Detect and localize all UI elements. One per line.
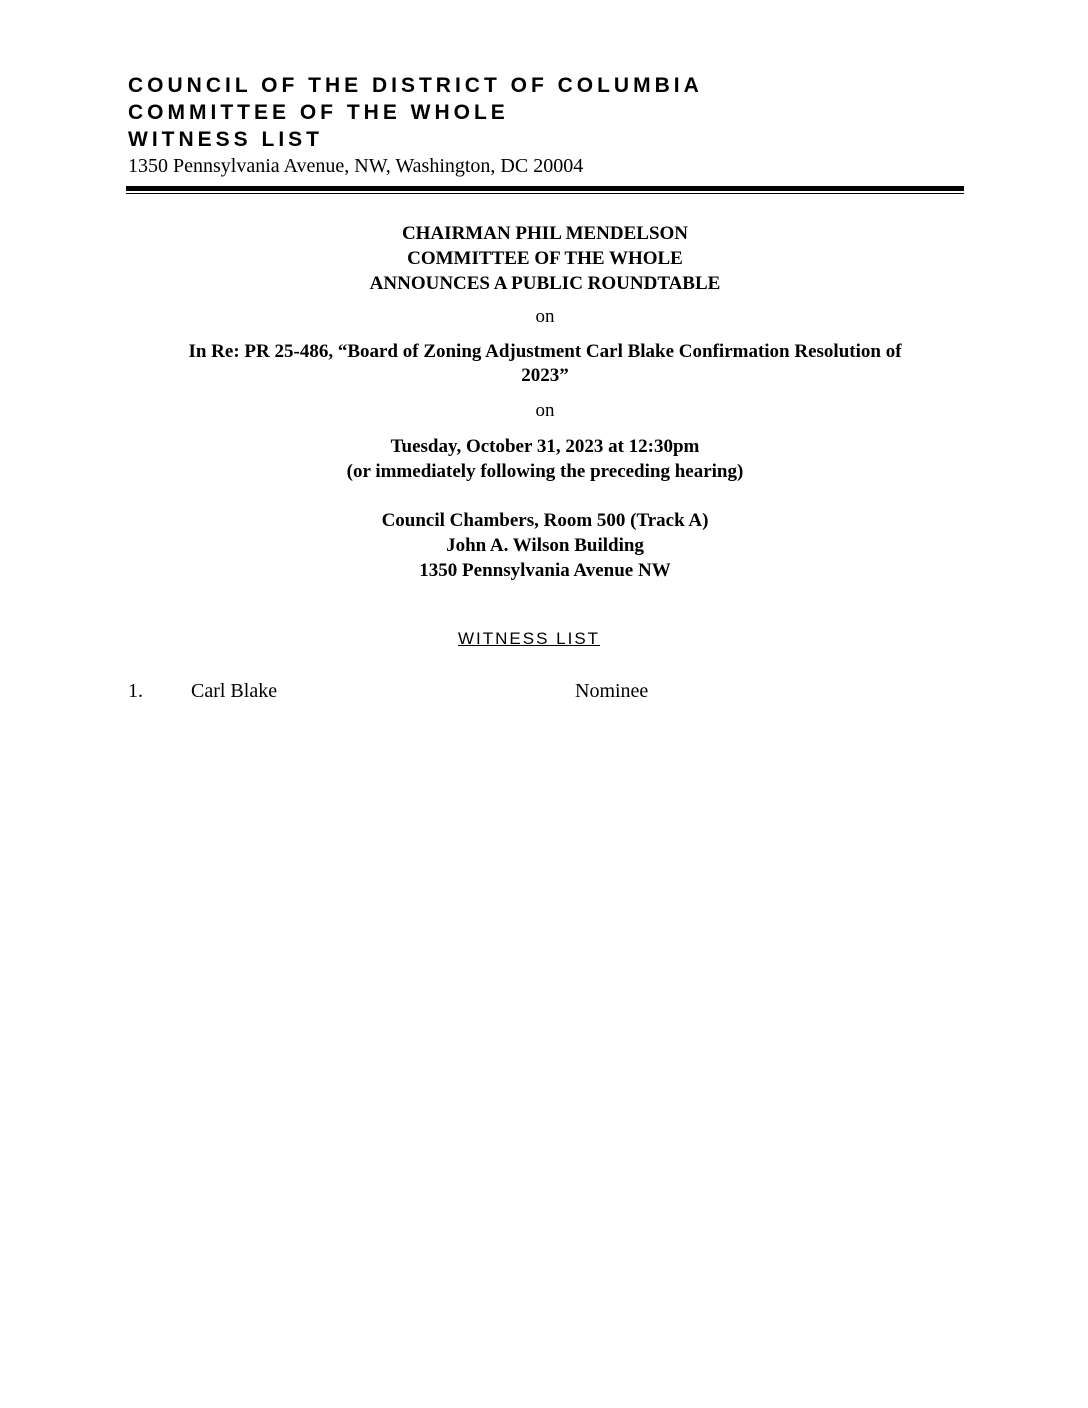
witness-name: Carl Blake xyxy=(191,680,278,702)
letterhead xyxy=(128,72,968,178)
announcement-event: ANNOUNCES A PUBLIC ROUNDTABLE xyxy=(369,273,721,294)
subject xyxy=(136,340,954,388)
letterhead-address: 1350 Pennsylvania Avenue, NW, Washington, DC 20004 xyxy=(128,155,584,177)
location-street: 1350 Pennsylvania Avenue NW xyxy=(419,560,671,581)
header-divider-thin xyxy=(126,193,964,194)
announcement-chairman: CHAIRMAN PHIL MENDELSON xyxy=(401,223,689,244)
subject-line-2: 2023” xyxy=(521,365,569,386)
on-label: on xyxy=(535,400,555,421)
location-building: John A. Wilson Building xyxy=(446,535,644,556)
witness-number: 1. xyxy=(128,680,143,702)
announcement-committee: COMMITTEE OF THE WHOLE xyxy=(407,248,683,269)
letterhead-council: COUNCIL OF THE DISTRICT OF COLUMBIA xyxy=(128,74,703,97)
subject-line-1: In Re: PR 25-486, “Board of Zoning Adjustment Carl Blake Confirmation Resolution of xyxy=(188,341,902,362)
witness-role: Nominee xyxy=(575,680,649,702)
letterhead-doc-type: WITNESS LIST xyxy=(128,128,323,151)
witness-list-title: WITNESS LIST xyxy=(458,629,601,648)
announcement xyxy=(126,221,964,296)
hearing-location xyxy=(126,508,964,583)
hearing-time xyxy=(126,434,964,484)
letterhead-committee: COMMITTEE OF THE WHOLE xyxy=(128,101,509,124)
on-label: on xyxy=(535,306,555,327)
hearing-date: Tuesday, October 31, 2023 at 12:30pm xyxy=(390,436,700,457)
location-room: Council Chambers, Room 500 (Track A) xyxy=(381,510,709,531)
header-divider-thick xyxy=(126,186,964,191)
hearing-time-note: (or immediately following the preceding hearing) xyxy=(346,461,744,482)
